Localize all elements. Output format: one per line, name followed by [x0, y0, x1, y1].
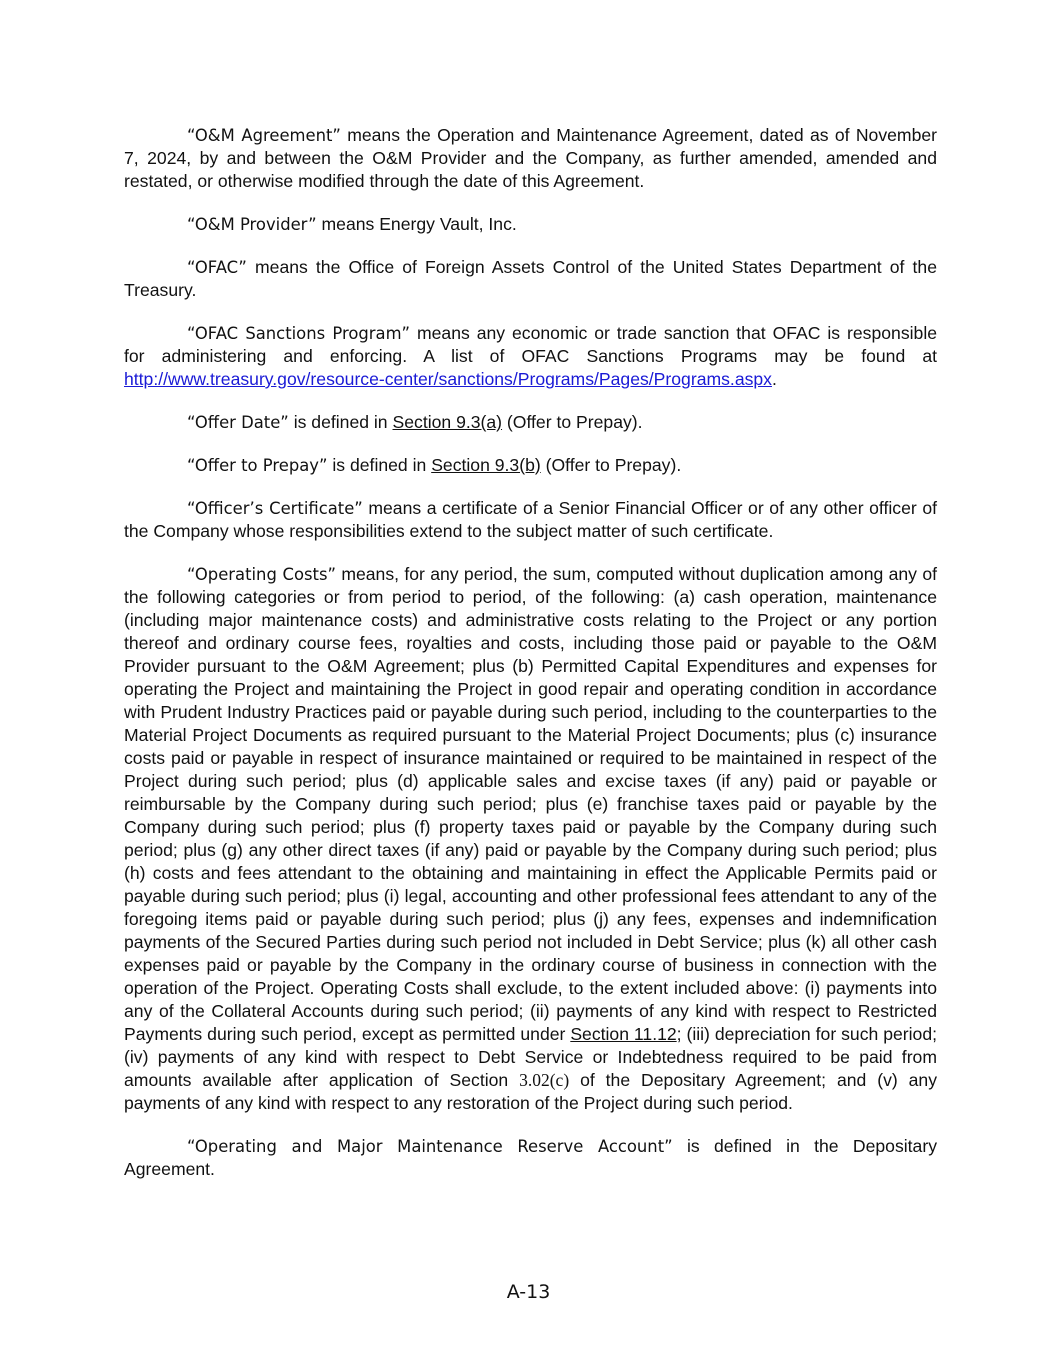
defined-term: “O&M Provider” [187, 215, 317, 234]
definition-text: means, for any period, the sum, computed without duplication among any of the following categories or from period to period, of the following: (a) cash operation, maintenance (including major maintenance costs) and administrative costs relating to the Project or any portion thereof and ordinary course fees, royalties and costs, including those paid or payable to the O&M Provider pursuant to the O&M Agreement; plus (b) Permitted Capital Expenditures and expenses for operating the Project and maintaining the Project in good repair and operating condition in accordance with Prudent Industry Practices paid or payable during such period, including to the counterparties to the Material Project Documents as required pursuant to the Material Project Documents; plus (c) insurance costs paid or payable in respect of insurance maintained or required to be maintained in respect of the Project during such period; plus (d) applicable sales and excise taxes (if any) paid or payable or reimbursable by the Company during such period; plus (e) franchise taxes paid or payable by the Company during such period; plus (f) property taxes paid or payable by the Company during such period; plus (g) any other direct taxes (if any) paid or payable by the Company during such period; plus (h) costs and fees attendant to the obtaining and maintaining in effect the Applicable Permits paid or payable during such period; plus (i) legal, accounting and other professional fees attendant to any of the foregoing items paid or payable during such period; plus (j) any fees, expenses and indemnification payments of the Secured Parties during such period not included in Debt Service; plus (k) all other cash expenses paid or payable by the Company in the ordinary course of business in connection with the operation of the Project. Operating Costs shall exclude, to the extent included above: (i) payments into any of the Collateral Accounts during such period; (ii) payments of any kind with respect to Restricted Payments during such period, except as permitted under [124, 564, 937, 1044]
definition-text: means a certificate of a Senior Financial Officer or of any other officer of the Company whose responsibilities extend to the subject matter of such certificate. [124, 498, 937, 541]
ofac-programs-link[interactable]: http://www.treasury.gov/resource-center/sanctions/Programs/Pages/Programs.aspx [124, 369, 772, 389]
definition-text-end: of the Depositary Agreement; and (v) any payments of any kind with respect to any restoration of the Project during such period. [124, 1070, 938, 1113]
definition-text: means any economic or trade sanction that OFAC is responsible for administering and enforcing. A list of OFAC Sanctions Programs may be found at [124, 323, 938, 366]
definition-text: is defined in [327, 455, 432, 475]
section-reference: Section 11.12 [570, 1024, 677, 1044]
definition-ofac [124, 256, 937, 302]
definition-offer-to-prepay [124, 454, 937, 477]
section-reference: Section 9.3(b) [431, 455, 541, 475]
definition-ofac-sanctions-program [124, 322, 937, 391]
defined-term: “OFAC Sanctions Program” [187, 324, 411, 343]
definition-om-provider [124, 213, 937, 236]
defined-term: “O&M Agreement” [187, 126, 341, 145]
defined-term: “OFAC” [187, 258, 247, 277]
depositary-section-reference: 3.02(c) [519, 1070, 570, 1090]
definition-text-end: (Offer to Prepay). [502, 412, 643, 432]
definition-text-mid: ; (iii) depreciation for such period; (iv) payments of any kind with respect to Debt Service or Indebtedness required to be paid from amounts available after application of Section [124, 1024, 937, 1090]
defined-term: “Offer to Prepay” [187, 456, 328, 475]
definition-text-end: . [771, 369, 777, 389]
definition-officers-certificate [124, 497, 937, 543]
definition-operating-costs [124, 563, 937, 1115]
definition-text: means Energy Vault, Inc. [316, 214, 517, 234]
definition-text: means the Operation and Maintenance Agreement, dated as of November 7, 2024, by and between the O&M Provider and the Company, as further amended, amended and restated, or otherwise modified through the date of this Agreement. [124, 125, 937, 191]
definition-text-end: (Offer to Prepay). [540, 455, 682, 475]
defined-term: “Offer Date” [187, 413, 289, 432]
defined-term: “Operating Costs” [187, 565, 336, 584]
definition-offer-date [124, 411, 937, 434]
definition-om-agreement [124, 124, 937, 193]
section-reference: Section 9.3(a) [392, 412, 503, 432]
definition-om-reserve-account [124, 1135, 937, 1181]
defined-term: “Operating and Major Maintenance Reserve Account” [187, 1137, 673, 1156]
page-number: A-13 [506, 1281, 551, 1303]
definition-text: is defined in [288, 412, 393, 432]
definition-text: is defined in the Depositary Agreement. [124, 1136, 937, 1179]
defined-term: “Officer’s Certificate” [187, 499, 363, 518]
definition-text: means the Office of Foreign Assets Control of the United States Department of the Treasury. [124, 257, 937, 300]
